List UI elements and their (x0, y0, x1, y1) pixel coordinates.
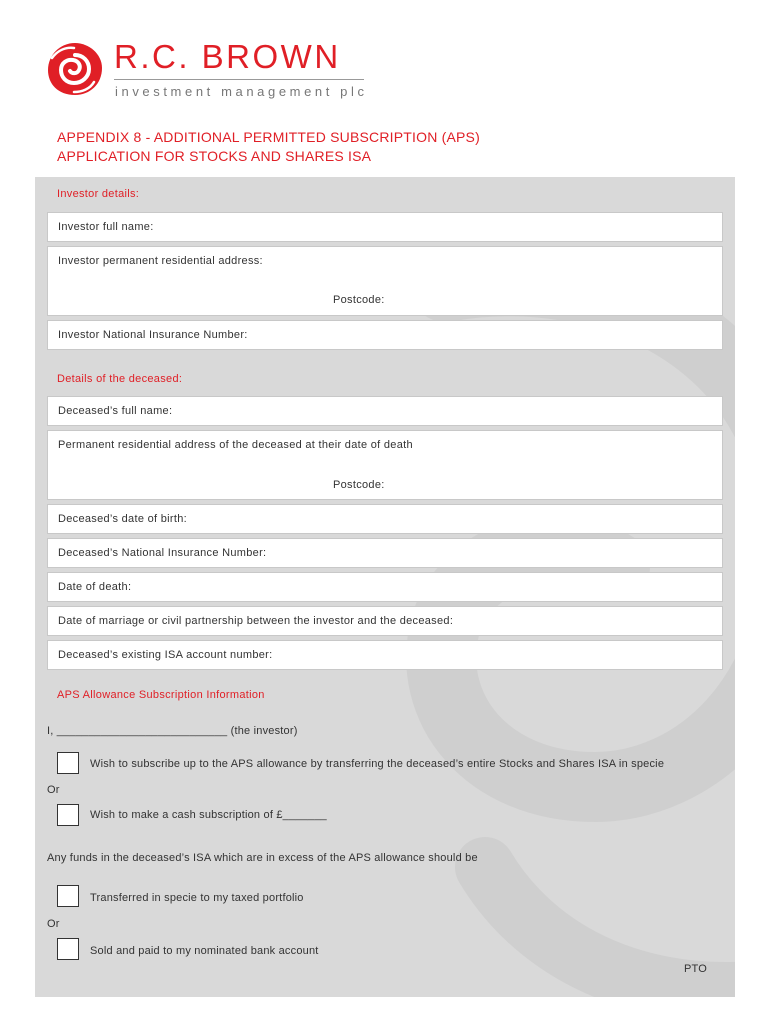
transfer-taxed-portfolio-label: Transferred in specie to my taxed portfolio (90, 892, 304, 904)
or-label-1: Or (47, 784, 60, 796)
deceased-address-label: Permanent residential address of the deceased at their date of death (58, 439, 413, 451)
sold-paid-bank-label: Sold and paid to my nominated bank account (90, 945, 319, 957)
marriage-date-label: Date of marriage or civil partnership between the investor and the deceased: (58, 615, 454, 627)
sold-paid-bank-checkbox[interactable] (57, 938, 79, 960)
deceased-full-name-label: Deceased’s full name: (58, 405, 173, 417)
brand-divider (114, 79, 364, 80)
excess-funds-text: Any funds in the deceased’s ISA which are in excess of the APS allowance should be (47, 852, 478, 864)
investor-name-line: I, ___________________________ (the investor) (47, 725, 298, 737)
investor-postcode-label: Postcode: (333, 294, 385, 306)
deceased-address-field[interactable] (47, 430, 723, 500)
investor-ni-number-field[interactable] (47, 320, 723, 350)
deceased-full-name-field[interactable] (47, 396, 723, 426)
transfer-in-specie-checkbox[interactable] (57, 752, 79, 774)
deceased-ni-number-label: Deceased’s National Insurance Number: (58, 547, 267, 559)
investor-section-heading: Investor details: (57, 188, 140, 200)
deceased-postcode-label: Postcode: (333, 479, 385, 491)
deceased-isa-account-label: Deceased’s existing ISA account number: (58, 649, 273, 661)
date-of-death-label: Date of death: (58, 581, 132, 593)
transfer-in-specie-label: Wish to subscribe up to the APS allowance by transferring the deceased’s entire Stocks and Shares ISA in specie (90, 758, 665, 770)
page-title-line-1: APPENDIX 8 - ADDITIONAL PERMITTED SUBSCRIPTION (APS) (57, 129, 480, 145)
investor-address-label: Investor permanent residential address: (58, 255, 263, 267)
investor-full-name-label: Investor full name: (58, 221, 154, 233)
investor-full-name-field[interactable] (47, 212, 723, 242)
page-title-line-2: APPLICATION FOR STOCKS AND SHARES ISA (57, 148, 372, 164)
aps-section-heading: APS Allowance Subscription Information (57, 689, 265, 701)
marriage-date-field[interactable] (47, 606, 723, 636)
page-title (57, 128, 480, 166)
date-of-death-field[interactable] (47, 572, 723, 602)
form-panel (35, 177, 735, 997)
deceased-dob-label: Deceased’s date of birth: (58, 513, 187, 525)
investor-ni-number-label: Investor National Insurance Number: (58, 329, 248, 341)
cash-subscription-label: Wish to make a cash subscription of £_______ (90, 809, 327, 821)
pto-note: PTO (684, 963, 708, 975)
deceased-ni-number-field[interactable] (47, 538, 723, 568)
deceased-isa-account-field[interactable] (47, 640, 723, 670)
deceased-section-heading: Details of the deceased: (57, 373, 183, 385)
brand-subtitle: investment management plc (115, 84, 368, 99)
cash-subscription-checkbox[interactable] (57, 804, 79, 826)
investor-address-field[interactable] (47, 246, 723, 316)
or-label-2: Or (47, 918, 60, 930)
rose-logo-icon (44, 40, 106, 98)
brand-name: R.C. BROWN (114, 38, 341, 75)
transfer-taxed-portfolio-checkbox[interactable] (57, 885, 79, 907)
deceased-dob-field[interactable] (47, 504, 723, 534)
